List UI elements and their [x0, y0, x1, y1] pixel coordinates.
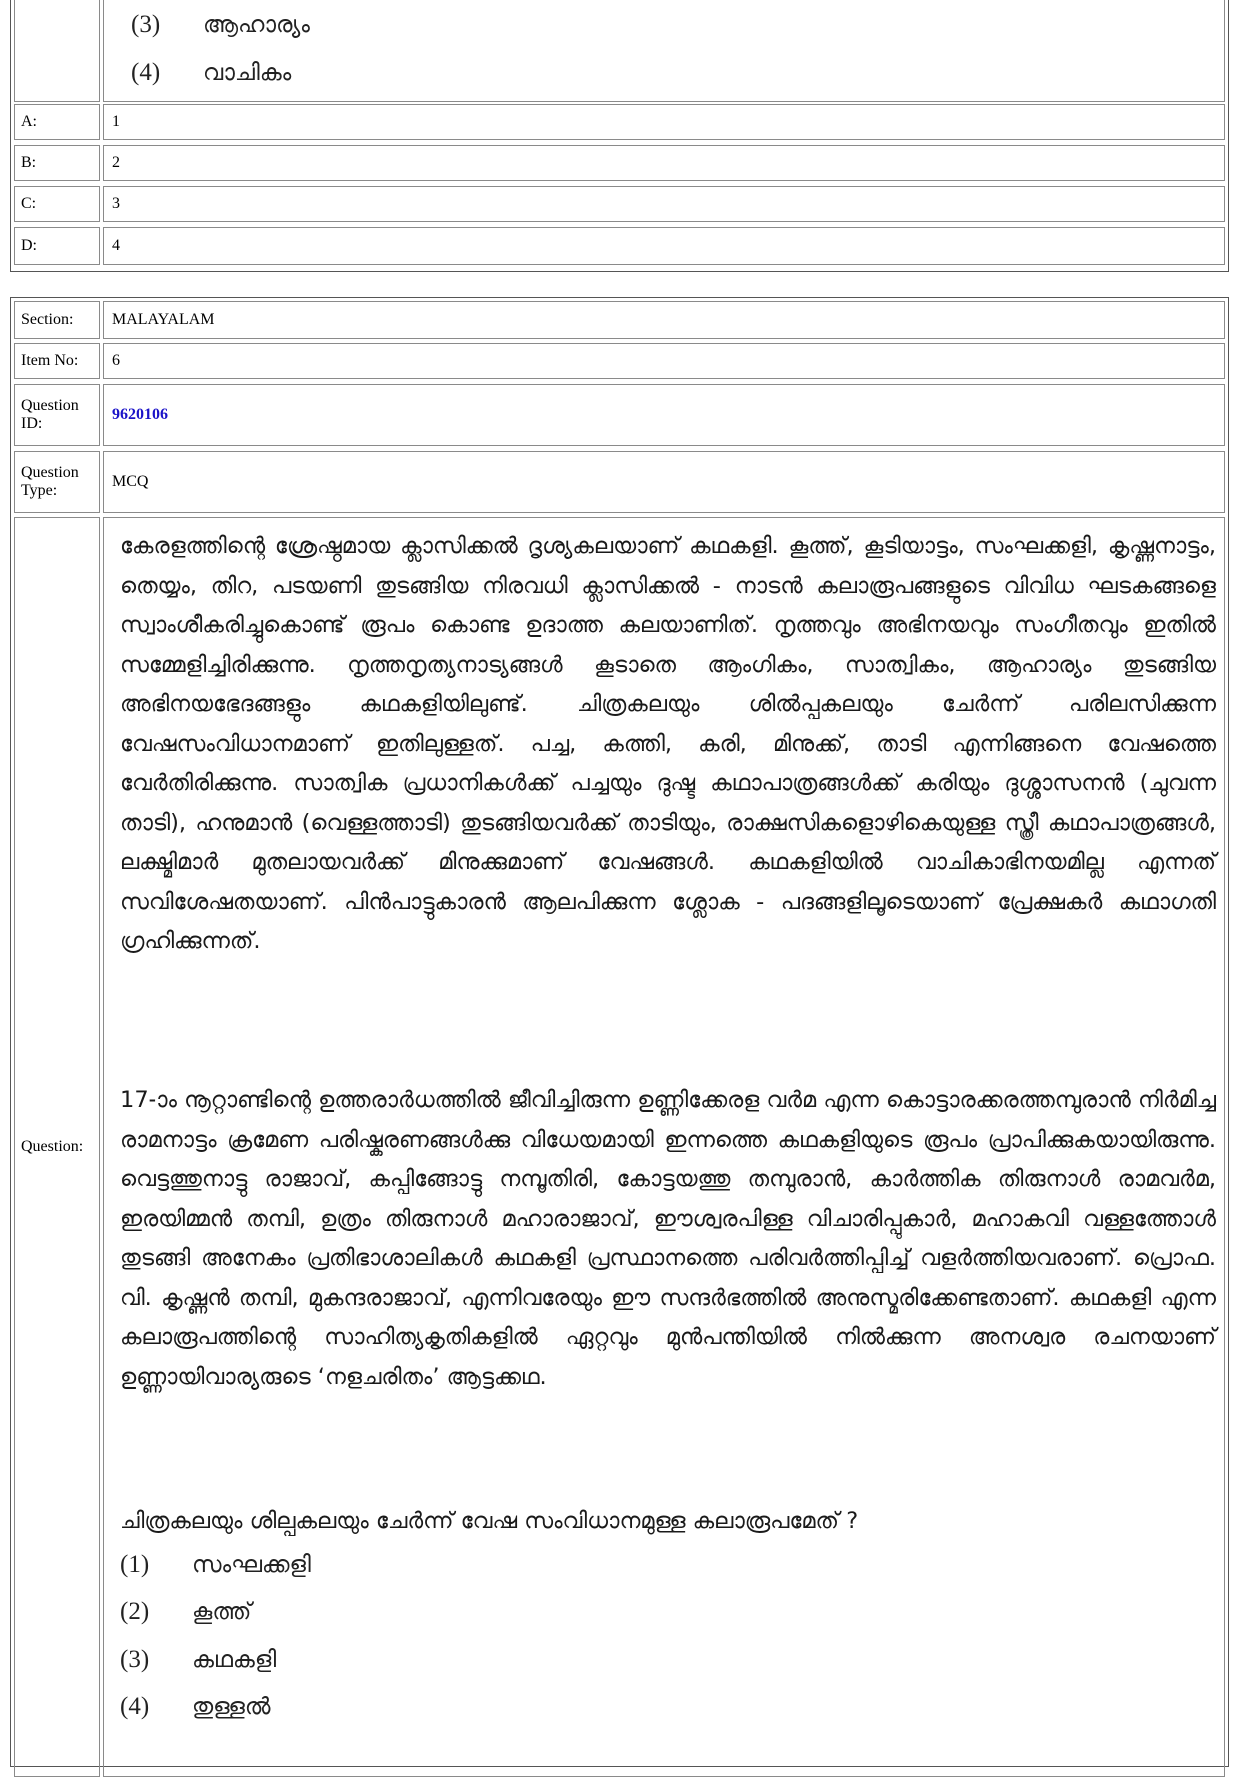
answer-row-c	[11, 186, 1228, 222]
question-type-row	[11, 451, 1228, 513]
prev-option-4	[131, 53, 291, 93]
item-no-row	[11, 343, 1228, 379]
question-label: Question:	[14, 517, 100, 1777]
question-id-row	[11, 384, 1228, 446]
section-row	[11, 301, 1228, 339]
option-number: (3)	[120, 1646, 150, 1673]
answer-value: 1	[103, 104, 1225, 140]
item-no-value: 6	[103, 343, 1225, 379]
question-paragraph-1: കേരളത്തിന്റെ ശ്രേഷ്ഠമായ ക്ലാസിക്കൽ ദൃശ്യകലയാണ് കഥകളി. കൂത്ത്, കൂടിയാട്ടം, സംഘക്കളി, കൃഷ്ണനാട്ടം, തെയ്യം, തിറ, പടയണി തുടങ്ങിയ നിരവധി ക്ലാസിക്കൽ - നാടൻ കലാരൂപങ്ങളുടെ വിവിധ ഘടകങ്ങളെ സ്വാംശീകരിച്ചുകൊണ്ട് രൂപം കൊണ്ട ഉദാത്ത കലയാണിത്. നൃത്തവും അഭിനയവും സംഗീതവും ഇതിൽ സമ്മേളിച്ചിരിക്കുന്നു. നൃത്തനൃത്യനാട്യങ്ങൾ കൂടാതെ ആംഗികം, സാത്വികം, ആഹാര്യം തുടങ്ങിയ അഭിനയഭേദങ്ങളും കഥകളിയിലുണ്ട്. ചിത്രകലയും ശിൽപ്പകലയും ചേർന്ന് പരിലസിക്കുന്ന വേഷസംവിധാനമാണ് ഇതിലുള്ളത്. പച്ച, കത്തി, കരി, മിനുക്ക്, താടി എന്നിങ്ങനെ വേഷത്തെ വേർതിരിക്കുന്നു. സാത്വിക പ്രധാനികൾക്ക് പച്ചയും ദുഷ്ട കഥാപാത്രങ്ങൾക്ക് കരിയും ദുശ്ശാസനൻ (ചുവന്ന താടി), ഹനുമാൻ (വെള്ളത്താടി) തുടങ്ങിയവർക്ക് താടിയും, രാക്ഷസികളൊഴികെയുള്ള സ്ത്രീ കഥാപാത്രങ്ങൾ, ലക്ഷ്മിമാർ മുതലായവർക്ക് മിനുക്കുമാണ് വേഷങ്ങൾ. കഥകളിയിൽ വാചികാഭിനയമില്ല എന്നത് സവിശേഷതയാണ്. പിൻപാട്ടുകാരൻ ആലപിക്കുന്ന ശ്ലോക - പദങ്ങളിലൂടെയാണ് പ്രേക്ഷകർ കഥാഗതി ഗ്രഹിക്കുന്നത്.	[120, 533, 1216, 954]
option-2	[120, 1592, 251, 1632]
answer-label: A:	[14, 104, 100, 140]
answer-label: C:	[14, 186, 100, 222]
answer-row-a	[11, 104, 1228, 140]
option-text: കൂത്ത്	[192, 1599, 252, 1625]
question-id-value-cell	[103, 384, 1225, 446]
question-paragraph-2: 17-ാം നൂറ്റാണ്ടിന്റെ ഉത്തരാർധത്തിൽ ജീവിച്ചിരുന്ന ഉണ്ണിക്കേരള വർമ എന്ന കൊട്ടാരക്കരത്തമ്പുരാൻ നിർമിച്ച രാമനാട്ടം ക്രമേണ പരിഷ്കരണങ്ങൾക്കു വിധേയമായി ഇന്നത്തെ കഥകളിയുടെ രൂപം പ്രാപിക്കുകയായിരുന്നു. വെട്ടത്തുനാട്ടു രാജാവ്, കപ്പിങ്ങോട്ടു നമ്പൂതിരി, കോട്ടയത്തു തമ്പുരാൻ, കാർത്തിക തിരുനാൾ രാമവർമ, ഇരയിമ്മൻ തമ്പി, ഉത്രം തിരുനാൾ മഹാരാജാവ്, ഈശ്വരപിള്ള വിചാരിപ്പുകാർ, മഹാകവി വള്ളത്തോൾ തുടങ്ങി അനേകം പ്രതിഭാശാലികൾ കഥകളി പ്രസ്ഥാനത്തെ പരിവർത്തിപ്പിച്ച് വളർത്തിയവരാണ്. പ്രൊഫ. വി. കൃഷ്ണൻ തമ്പി, മുകന്ദരാജാവ്, എന്നിവരേയും ഈ സന്ദർഭത്തിൽ അനുസ്മരിക്കേണ്ടതാണ്. കഥകളി എന്ന കലാരൂപത്തിന്റെ സാഹിത്യകൃതികളിൽ ഏറ്റവും മുൻപന്തിയിൽ നിൽക്കുന്ന അനശ്വര രചനയാണ് ഉണ്ണായിവാര്യരുടെ ‘നളചരിതം’ ആട്ടക്കഥ.	[120, 1087, 1216, 1390]
option-3	[120, 1640, 276, 1680]
option-text: ആഹാര്യം	[203, 12, 310, 38]
option-1	[120, 1545, 311, 1585]
answer-value: 2	[103, 145, 1225, 181]
answer-label: B:	[14, 145, 100, 181]
question-prompt: ചിത്രകലയും ശില്പകലയും ചേർന്ന് വേഷ സംവിധാനമുള്ള കലാരൂപമേത് ?	[120, 1508, 859, 1534]
answer-label: D:	[14, 227, 100, 265]
question-id-label: Question ID:	[14, 384, 100, 446]
prev-options-row	[11, 0, 1228, 102]
option-text: തുള്ളൽ	[192, 1694, 271, 1720]
option-text: വാചികം	[203, 60, 292, 86]
answer-row-d	[11, 227, 1228, 265]
option-number: (1)	[120, 1551, 150, 1578]
option-number: (2)	[120, 1598, 150, 1625]
answer-value: 3	[103, 186, 1225, 222]
prev-option-3	[131, 5, 310, 45]
item-no-label: Item No:	[14, 343, 100, 379]
option-text: കഥകളി	[192, 1647, 277, 1673]
previous-item-table	[10, 0, 1229, 272]
prev-options-label-cell	[14, 0, 100, 102]
question-type-label: Question Type:	[14, 451, 100, 513]
question-type-value: MCQ	[103, 451, 1225, 513]
question-id-value: 9620106	[112, 406, 168, 423]
answer-row-b	[11, 145, 1228, 181]
section-value: MALAYALAM	[103, 301, 1225, 339]
option-text: സംഘക്കളി	[192, 1552, 311, 1578]
option-number: (4)	[131, 59, 161, 86]
option-number: (4)	[120, 1693, 150, 1720]
section-label: Section:	[14, 301, 100, 339]
option-number: (3)	[131, 11, 161, 38]
answer-value: 4	[103, 227, 1225, 265]
option-4	[120, 1687, 271, 1727]
